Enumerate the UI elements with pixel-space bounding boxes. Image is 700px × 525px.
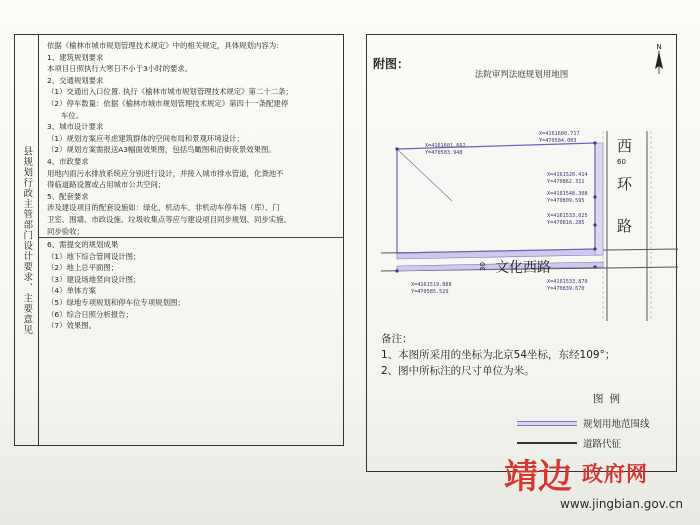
boundary-swatch-icon [517,421,577,426]
road-swatch-icon [517,442,577,445]
requirement-line: 1、建筑规划要求 [47,52,104,62]
requirement-line: （1）交通出入口位置. 执行《榆林市城市规划管理技术规定》第二十二条； [47,87,293,97]
side-header-cell [15,35,39,445]
requirement-line: （3）建设场地竖向设计图； [47,274,141,284]
requirement-line: 得临道路设置或占用城市公共空间； [47,180,166,190]
road-width-west-ring: 60 [617,158,626,166]
requirement-line: 2、交通规划要求 [47,75,104,85]
requirement-line: （5）绿地专项规划和停车位专项规划图； [47,298,185,308]
road-label-west-ring-1: 西 [617,137,633,155]
requirement-line: 依据《榆林市城市规划管理技术规定》中的相关规定，具体规划内容为： [47,41,284,50]
requirements-content [39,35,343,445]
requirement-line: 涉及建设项目的配套设施如：绿化、机动车、非机动车停车场（库）、门 [47,203,280,213]
north-arrow-icon [649,41,669,75]
requirement-line: 车位。 [61,110,84,120]
requirement-line: 6、需提交的规划成果 [47,240,119,250]
site-map [367,131,678,321]
coord-label: X=4161680.717 [539,131,580,137]
north-label: N [656,43,662,51]
requirement-line: 同步验收； [39,226,343,239]
map-title: 法院审判法庭规划用地图 [474,70,569,80]
coord-label: X=4161519.888 [411,282,452,288]
requirement-line: （7）效果图。 [47,321,97,331]
road-width-wenhua: 30 [479,262,487,271]
requirement-line: （2）规划方案需报送A3幅面效果图，包括鸟瞰图和沿街夜景效果图。 [47,145,276,155]
requirement-line: （6）综合日照分析报告； [47,309,134,319]
requirement-line: （2）地上总平面图； [47,263,119,273]
coord-label: Y=470583.948 [425,150,463,156]
watermark-url: www.jingbian.gov.cn [560,497,683,511]
note-line: 2、图中所标注的尺寸单位为米。 [381,365,535,377]
road-label-west-ring-2: 环 [617,175,633,193]
requirement-line: 用地内雨污水排放系统应分别进行设计，并接入城市排水管道，化粪池不 [47,168,284,178]
coord-label: Y=470584.003 [539,138,577,144]
coord-label: Y=470809.595 [547,198,585,204]
coord-label: Y=470862.311 [547,179,585,185]
requirement-line: 本项目日照执行大寒日不小于3小时的要求。 [47,64,193,74]
requirement-line: 5、配套要求 [47,191,89,201]
coord-label: X=4161533.025 [547,213,588,219]
coord-label: X=4161533.870 [547,279,588,285]
coord-label: X=4161520.414 [547,172,588,178]
side-header-label: 县规划行政主管部门设计要求、主要意见 [21,145,33,335]
requirement-line: （1）规划方案应考虑建筑群体的空间布局和景观环境设计； [47,133,244,143]
coord-label: Y=470816.285 [547,220,585,226]
legend-label: 道路代征 [583,439,622,450]
requirements-table [14,34,344,446]
legend-title: 图例 [593,393,626,405]
road-label-wenhua: 文化西路 [495,260,551,276]
coord-label: X=4161601.662 [425,143,466,149]
legend-item-road [517,436,621,450]
requirement-line: 卫室、围墙、市政设施、垃圾收集点等应与建设项目同步规划、同步实施、 [47,214,291,224]
requirement-line: 4、市政要求 [47,156,89,166]
notes-title: 备注： [381,333,413,345]
coord-label: Y=470585.529 [411,289,449,295]
road-label-west-ring-3: 路 [617,217,633,235]
attachment-label: 附图： [373,57,410,71]
coord-label: Y=470839.670 [547,286,585,292]
watermark-site-name: 政府网 [582,462,648,486]
requirement-line: （4）单体方案 [47,286,97,296]
logo-text: 靖边 [504,457,572,496]
requirement-line: （1）地下综合管网设计图； [47,251,141,261]
legend-item-boundary [517,416,650,430]
requirement-line: （2）停车数量：依据《榆林市城市规划管理技术规定》第四十一条配建停 [47,98,289,108]
jingbian-logo-icon [502,452,582,496]
requirement-line: 3、城市设计要求 [47,122,104,132]
notes-block [381,331,615,379]
attachment-panel [366,34,677,472]
coord-label: X=4161548.308 [547,191,588,197]
legend-label: 规划用地范围线 [583,419,650,430]
note-line: 1、本图所采用的坐标为北京54坐标，东经109°； [381,349,616,361]
